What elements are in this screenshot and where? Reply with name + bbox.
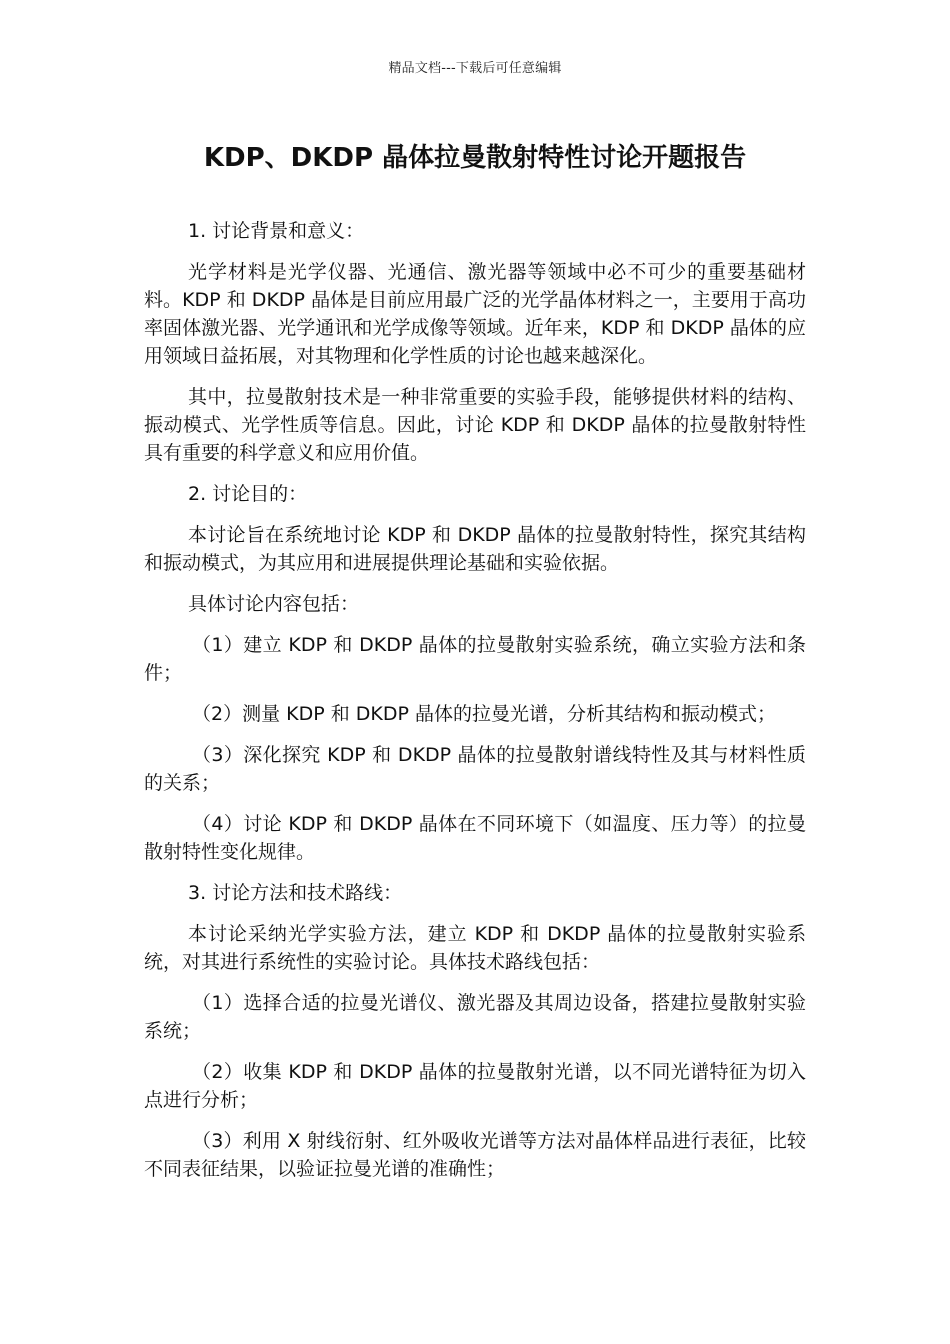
list-item: （3）利用 X 射线衍射、红外吸收光谱等方法对晶体样品进行表征，比较不同表征结果，以验证拉曼光谱的准确性； bbox=[144, 1130, 806, 1180]
list-item: （2）收集 KDP 和 DKDP 晶体的拉曼散射光谱，以不同光谱特征为切入点进行分析； bbox=[144, 1061, 806, 1111]
section-heading-methods: 3. 讨论方法和技术路线： bbox=[188, 882, 403, 904]
document-title: KDP、DKDP 晶体拉曼散射特性讨论开题报告 bbox=[203, 143, 747, 173]
document-body bbox=[144, 217, 806, 1196]
list-item: （1）选择合适的拉曼光谱仪、激光器及其周边设备，搭建拉曼散射实验系统； bbox=[144, 992, 806, 1042]
page-header: 精品文档---下载后可任意编辑 bbox=[388, 61, 562, 76]
paragraph-contents-intro: 具体讨论内容包括： bbox=[188, 593, 360, 615]
section-heading-purpose: 2. 讨论目的： bbox=[188, 483, 308, 505]
paragraph-purpose: 本讨论旨在系统地讨论 KDP 和 DKDP 晶体的拉曼散射特性，探究其结构和振动模式，为其应用和进展提供理论基础和实验依据。 bbox=[144, 524, 806, 574]
paragraph-methods: 本讨论采纳光学实验方法，建立 KDP 和 DKDP 晶体的拉曼散射实验系统，对其进行系统性的实验讨论。具体技术路线包括： bbox=[144, 923, 806, 973]
paragraph-background: 光学材料是光学仪器、光通信、激光器等领域中必不可少的重要基础材料。KDP 和 DKDP 晶体是目前应用最广泛的光学晶体材料之一，主要用于高功率固体激光器、光学通讯和光学成像等领域。近年来，KDP 和 DKDP 晶体的应用领域日益拓展，对其物理和化学性质的讨论也越来越深化。 bbox=[144, 261, 806, 367]
list-item: （3）深化探究 KDP 和 DKDP 晶体的拉曼散射谱线特性及其与材料性质的关系； bbox=[144, 744, 806, 794]
list-item: （4）讨论 KDP 和 DKDP 晶体在不同环境下（如温度、压力等）的拉曼散射特性变化规律。 bbox=[144, 813, 806, 863]
list-item: （2）测量 KDP 和 DKDP 晶体的拉曼光谱，分析其结构和振动模式； bbox=[192, 703, 776, 725]
section-heading-background: 1. 讨论背景和意义： bbox=[188, 220, 365, 242]
list-item: （1）建立 KDP 和 DKDP 晶体的拉曼散射实验系统，确立实验方法和条件； bbox=[144, 634, 806, 684]
paragraph-raman-significance: 其中，拉曼散射技术是一种非常重要的实验手段，能够提供材料的结构、振动模式、光学性质等信息。因此，讨论 KDP 和 DKDP 晶体的拉曼散射特性具有重要的科学意义和应用价值。 bbox=[144, 386, 806, 464]
